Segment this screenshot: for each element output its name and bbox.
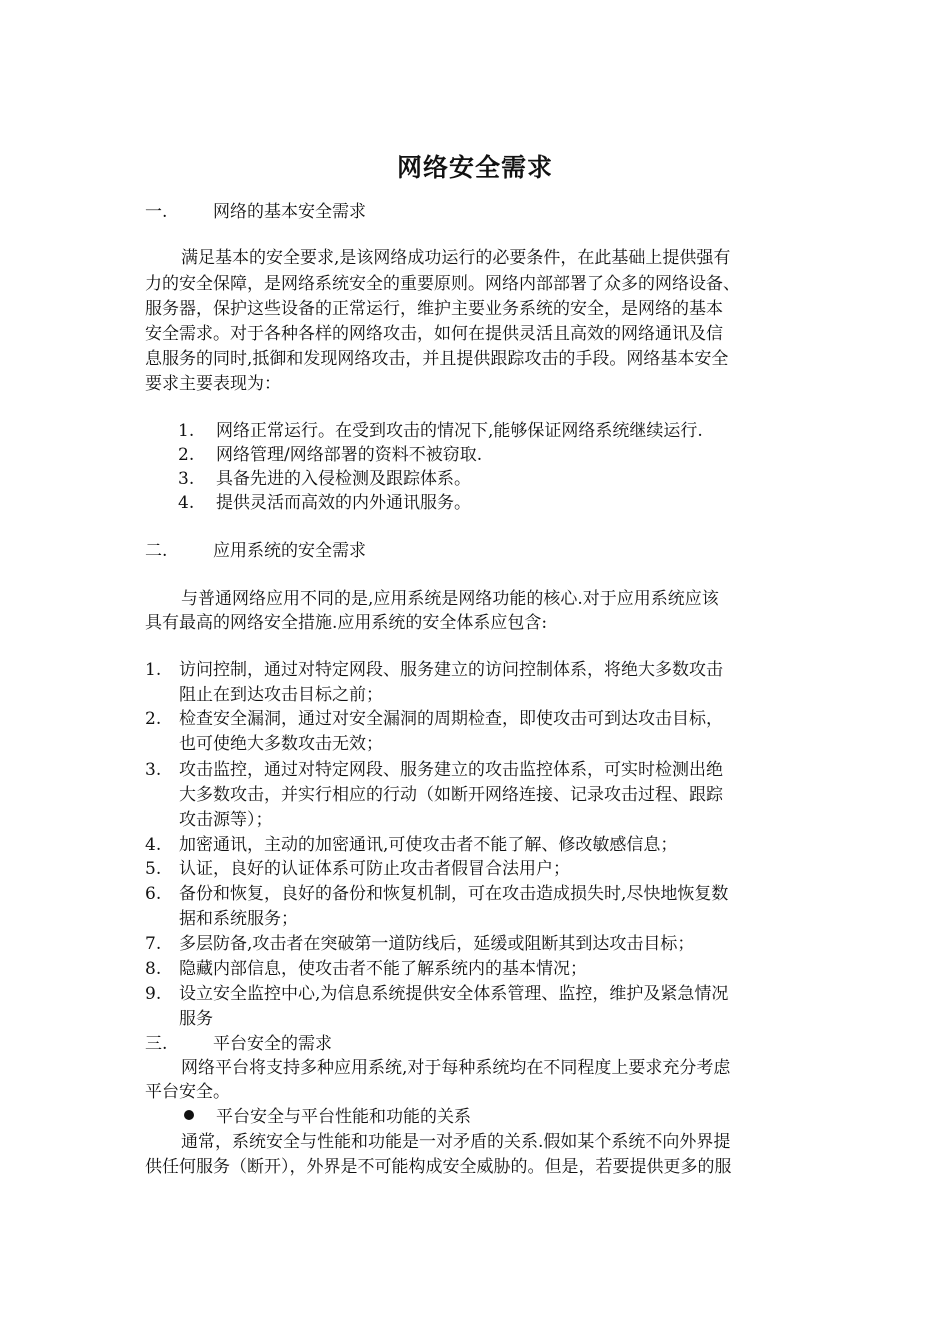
list-item	[145, 857, 570, 881]
section-2-title: 应用系统的安全需求	[213, 541, 366, 561]
bullet-item	[184, 1105, 471, 1129]
list-item-number: 4.	[145, 835, 162, 855]
list-item	[145, 957, 587, 981]
bullet-item-text: 平台安全与平台性能和功能的关系	[216, 1107, 471, 1127]
list-item-continuation: 阻止在到达攻击目标之前；	[179, 685, 383, 705]
list-item-number: 7.	[145, 934, 162, 954]
list-item-number: 1.	[145, 660, 162, 680]
list-item-text: 隐藏内部信息，使攻击者不能了解系统内的基本情况；	[179, 959, 587, 979]
section-1-paragraph-line: 安全需求。对于各种各样的网络攻击，如何在提供灵活且高效的网络通讯及信	[145, 324, 723, 344]
list-item	[178, 467, 471, 491]
section-2-paragraph-line: 具有最高的网络安全措施.应用系统的安全体系应包含:	[145, 613, 548, 633]
list-item-text: 访问控制，通过对特定网段、服务建立的访问控制体系，将绝大多数攻击	[179, 660, 723, 680]
list-item-continuation: 攻击源等）；	[179, 810, 273, 830]
list-item-text: 攻击监控，通过对特定网段、服务建立的攻击监控体系，可实时检测出绝	[179, 760, 723, 780]
section-2-paragraph-line: 与普通网络应用不同的是,应用系统是网络功能的核心.对于应用系统应该	[181, 589, 719, 609]
list-item	[145, 833, 677, 857]
list-item-text: 设立安全监控中心,为信息系统提供安全体系管理、监控，维护及紧急情况	[179, 984, 729, 1004]
section-3-paragraph-line: 平台安全。	[145, 1082, 230, 1102]
list-item-continuation: 服务	[179, 1009, 213, 1029]
list-item-continuation: 据和系统服务；	[179, 909, 298, 929]
section-1-paragraph-line: 服务器，保护这些设备的正常运行，维护主要业务系统的安全，是网络的基本	[145, 299, 723, 319]
section-2-number: 二.	[145, 541, 168, 561]
bullet-icon	[184, 1110, 194, 1120]
list-item-text: 认证，良好的认证体系可防止攻击者假冒合法用户；	[179, 859, 570, 879]
list-item-text: 网络正常运行。在受到攻击的情况下,能够保证网络系统继续运行.	[216, 421, 703, 441]
list-item-number: 3.	[178, 469, 195, 489]
list-item-text: 加密通讯，主动的加密通讯,可使攻击者不能了解、修改敏感信息；	[179, 835, 678, 855]
list-item	[145, 882, 728, 906]
list-item	[145, 658, 723, 682]
list-item-text: 多层防备,攻击者在突破第一道防线后，延缓或阻断其到达攻击目标；	[179, 934, 695, 954]
list-item-text: 网络管理/网络部署的资料不被窃取.	[216, 445, 483, 465]
section-2-heading	[145, 539, 366, 563]
section-3-paragraph-line: 供任何服务（断开），外界是不可能构成安全威胁的。但是，若要提供更多的服	[145, 1157, 732, 1177]
list-item-number: 4.	[178, 493, 195, 513]
list-item-number: 6.	[145, 884, 162, 904]
section-3-paragraph-line: 网络平台将支持多种应用系统,对于每种系统均在不同程度上要求充分考虑	[181, 1058, 731, 1078]
list-item	[178, 443, 482, 467]
list-item-continuation: 也可使绝大多数攻击无效；	[179, 734, 383, 754]
list-item-number: 9.	[145, 984, 162, 1004]
list-item-number: 2.	[145, 709, 162, 729]
section-1-paragraph-line: 要求主要表现为：	[145, 374, 281, 394]
list-item-number: 1.	[178, 421, 195, 441]
section-3-paragraph-line: 通常，系统安全与性能和功能是一对矛盾的关系.假如某个系统不向外界提	[181, 1132, 731, 1152]
list-item	[178, 491, 471, 515]
list-item-text: 具备先进的入侵检测及跟踪体系。	[216, 469, 471, 489]
list-item	[145, 707, 723, 731]
section-1-paragraph-line: 满足基本的安全要求,是该网络成功运行的必要条件，在此基础上提供强有	[181, 248, 731, 268]
list-item-text: 检查安全漏洞，通过对安全漏洞的周期检查，即使攻击可到达攻击目标，	[179, 709, 723, 729]
list-item-number: 5.	[145, 859, 162, 879]
list-item	[145, 758, 723, 782]
section-1-paragraph-line: 力的安全保障，是网络系统安全的重要原则。网络内部部署了众多的网络设备、	[145, 274, 740, 294]
list-item-text: 提供灵活而高效的内外通讯服务。	[216, 493, 471, 513]
section-1-heading	[145, 200, 366, 224]
section-3-title: 平台安全的需求	[213, 1034, 332, 1054]
list-item-number: 2.	[178, 445, 195, 465]
section-1-number: 一.	[145, 202, 168, 222]
list-item-text: 备份和恢复，良好的备份和恢复机制，可在攻击造成损失时,尽快地恢复数	[179, 884, 729, 904]
section-3-heading	[145, 1032, 332, 1056]
document-title: 网络安全需求	[396, 153, 553, 182]
list-item-number: 8.	[145, 959, 162, 979]
list-item-number: 3.	[145, 760, 162, 780]
list-item-continuation: 大多数攻击，并实行相应的行动（如断开网络连接、记录攻击过程、跟踪	[179, 785, 723, 805]
section-1-title: 网络的基本安全需求	[213, 202, 366, 222]
section-1-paragraph-line: 息服务的同时,抵御和发现网络攻击，并且提供跟踪攻击的手段。网络基本安全	[145, 349, 729, 369]
list-item	[145, 932, 694, 956]
section-3-number: 三.	[145, 1034, 168, 1054]
list-item	[178, 419, 703, 443]
list-item	[145, 982, 728, 1006]
